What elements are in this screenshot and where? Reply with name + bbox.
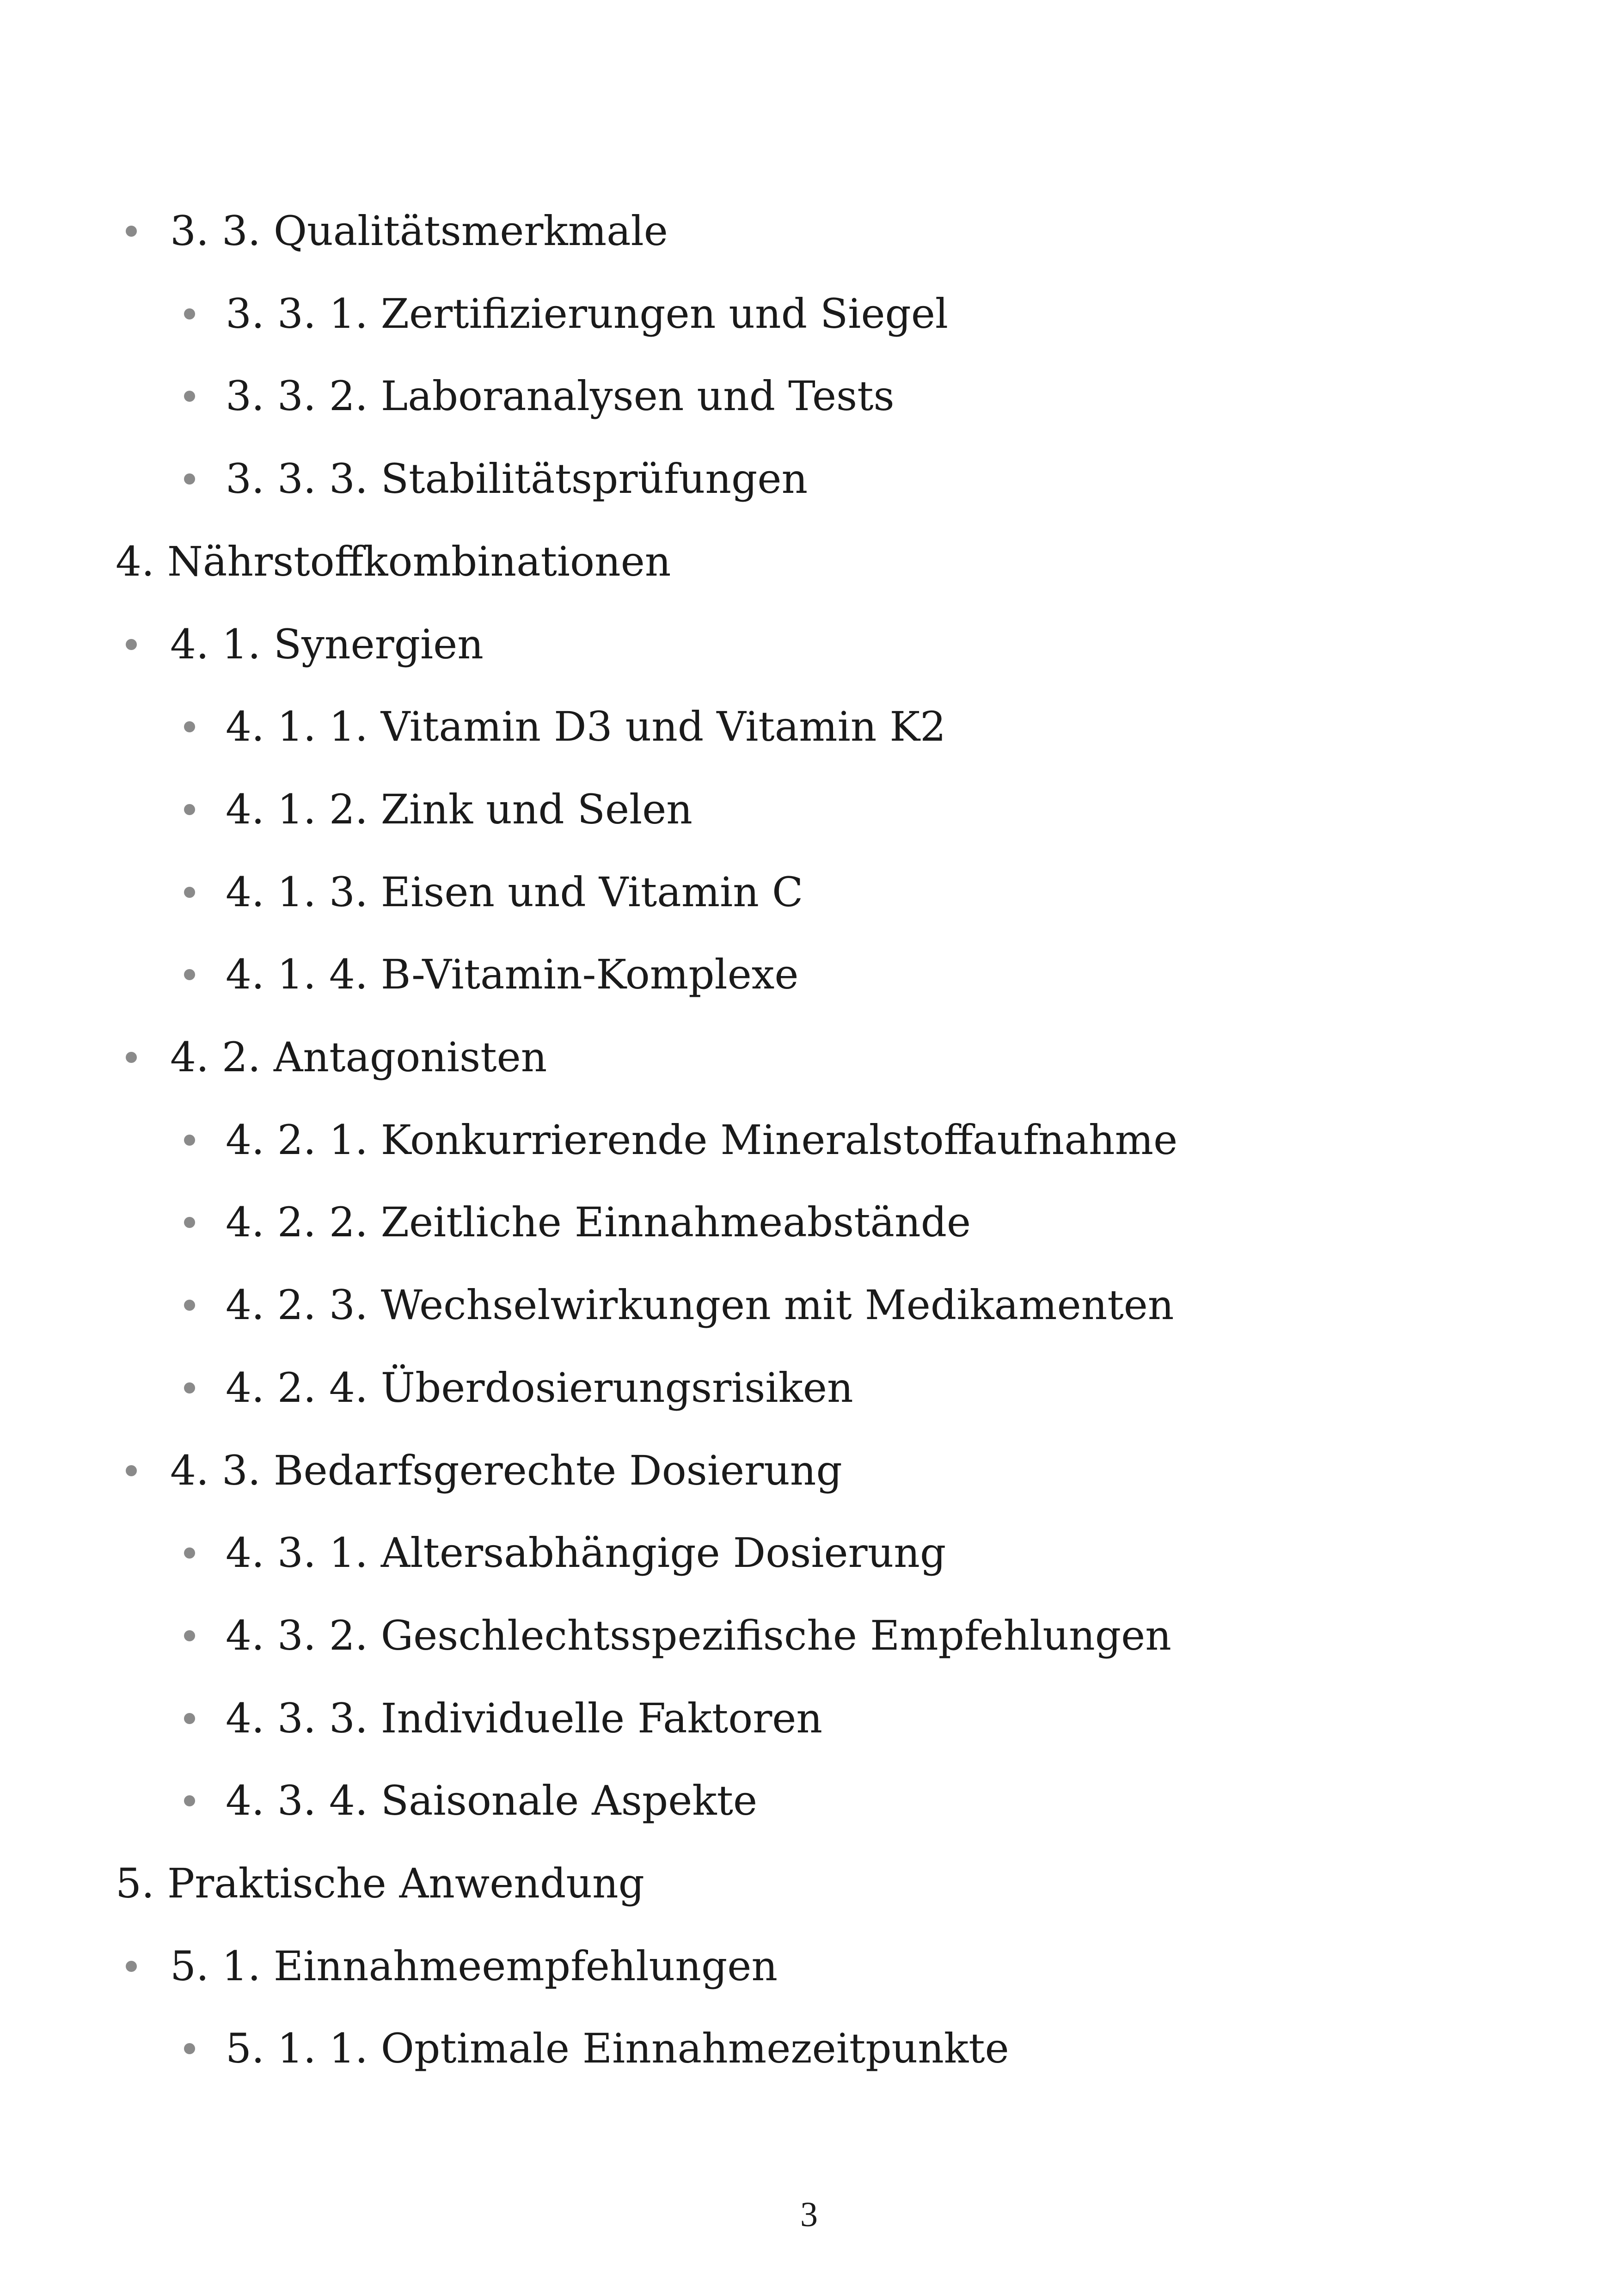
bullet-icon: [126, 1961, 137, 1972]
bullet-icon: [126, 1465, 137, 1476]
toc-entry-text: 5. 1. 1. Optimale Einnahmezeitpunkte: [226, 2025, 1009, 2073]
toc-entry-text: 4. 3. 2. Geschlechtsspezifische Empfehlungen: [226, 1611, 1171, 1659]
bullet-icon: [184, 308, 195, 319]
bullet-icon: [184, 1713, 195, 1724]
bullet-icon: [184, 887, 195, 898]
toc-entry-text: 4. 1. Synergien: [170, 620, 484, 668]
toc-entry-text: 4. 2. Antagonisten: [170, 1033, 547, 1081]
bullet-icon: [184, 969, 195, 980]
toc-entry-text: 3. 3. 2. Laboranalysen und Tests: [226, 372, 895, 420]
toc-entry-text: 5. Praktische Anwendung: [116, 1860, 644, 1907]
toc-entry-text: 5. 1. Einnahmeempfehlungen: [170, 1942, 778, 1990]
toc-entry-text: 4. 3. 1. Altersabhängige Dosierung: [226, 1529, 946, 1577]
toc-entry-text: 4. 1. 1. Vitamin D3 und Vitamin K2: [226, 703, 946, 751]
bullet-icon: [184, 1382, 195, 1394]
toc-entry-text: 4. 2. 3. Wechselwirkungen mit Medikamenten: [226, 1281, 1174, 1329]
toc-entry-text: 4. 2. 2. Zeitliche Einnahmeabstände: [226, 1198, 971, 1246]
bullet-icon: [126, 1052, 137, 1063]
bullet-icon: [184, 1547, 195, 1559]
toc-entry-text: 4. 1. 2. Zink und Selen: [226, 785, 693, 833]
toc-entry-text: 4. 1. 4. B-Vitamin-Komplexe: [226, 951, 799, 999]
bullet-icon: [184, 2043, 195, 2054]
bullet-icon: [184, 1630, 195, 1641]
bullet-icon: [184, 391, 195, 402]
bullet-icon: [184, 721, 195, 732]
toc-entry-text: 4. 3. 4. Saisonale Aspekte: [226, 1777, 758, 1825]
bullet-icon: [184, 473, 195, 485]
toc-entry-text: 4. 3. 3. Individuelle Faktoren: [226, 1694, 823, 1742]
bullet-icon: [126, 226, 137, 237]
bullet-icon: [184, 1300, 195, 1311]
bullet-icon: [184, 804, 195, 815]
bullet-icon: [126, 639, 137, 650]
toc-entry-text: 3. 3. 1. Zertifizierungen und Siegel: [226, 289, 949, 338]
bullet-icon: [184, 1135, 195, 1146]
toc-entry-text: 4. 2. 4. Überdosierungsrisiken: [226, 1363, 853, 1412]
toc-entry-text: 3. 3. Qualitätsmerkmale: [170, 207, 668, 255]
toc-entry-text: 4. 2. 1. Konkurrierende Mineralstoffaufnahme: [226, 1116, 1178, 1164]
toc-entry-text: 4. 3. Bedarfsgerechte Dosierung: [170, 1446, 842, 1494]
bullet-icon: [184, 1795, 195, 1806]
toc-entry-text: 4. Nährstoffkombinationen: [116, 537, 671, 585]
bullet-icon: [184, 1217, 195, 1228]
page-number: 3: [800, 2195, 818, 2234]
toc-entry-text: 3. 3. 3. Stabilitätsprüfungen: [226, 455, 808, 503]
toc-entry-text: 4. 1. 3. Eisen und Vitamin C: [226, 868, 803, 916]
